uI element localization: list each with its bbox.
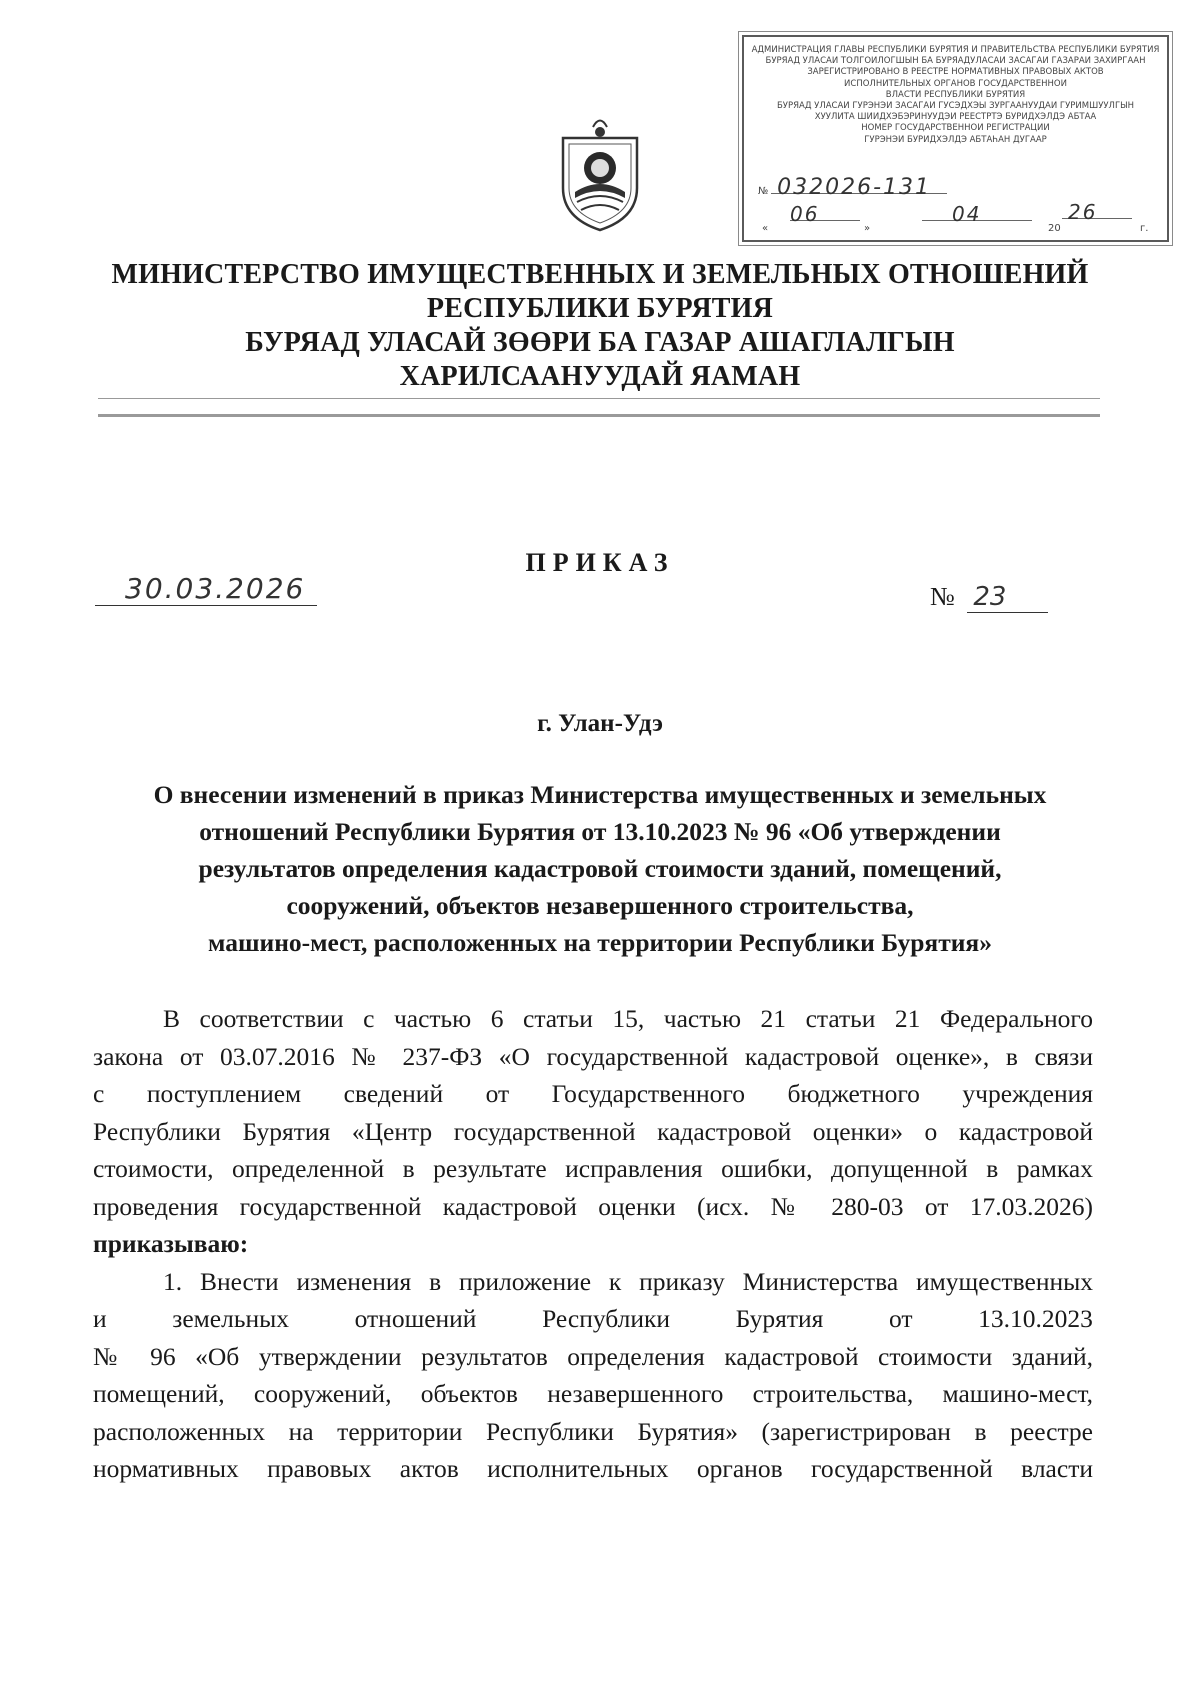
stamp-line: ГУРЭНЭЙ БУРИДХЭЛДЭ АБТАҺАН ДУГААР [864, 134, 1047, 145]
order-directive: приказываю: [93, 1229, 249, 1258]
body-line: расположенных на территории Республики Бурятия» (зарегистрирован в реестре [93, 1416, 1093, 1446]
subject-line: отношений Республики Бурятия от 13.10.2023 № 96 «Об утверждении [199, 817, 1001, 846]
order-body [93, 1000, 1093, 1488]
stamp-registration-number: 032026-131 [771, 182, 947, 194]
stamp-registration-row [758, 175, 947, 200]
header-divider-thin [98, 398, 1100, 399]
body-line: В соответствии с частью 6 статьи 15, частью 21 статьи 21 Федерального [163, 1004, 1093, 1033]
stamp-year-unit: г. [1140, 223, 1149, 234]
stamp-line: ЗАРЕГИСТРИРОВАНО В РЕЕСТРЕ НОРМАТИВНЫХ ПРАВОВЫХ АКТОВ [807, 67, 1104, 78]
stamp-year: 26 [1062, 207, 1132, 219]
body-line: помещений, сооружений, объектов незавершенного строительства, машино-мест, [93, 1379, 1093, 1408]
body-word: Бурятия [735, 1304, 824, 1333]
ministry-header [60, 258, 1140, 394]
ministry-name-line: РЕСПУБЛИКИ БУРЯТИЯ [426, 293, 774, 324]
ministry-name-line: БУРЯАД УЛАСАЙ ЗӨӨРИ БА ГАЗАР АШАГЛАЛГЫН [245, 327, 955, 358]
body-line: нормативных правовых актов исполнительных органов государственной власти [93, 1454, 1093, 1483]
body-line-spread [93, 1300, 1093, 1338]
body-line: № 96 «Об утверждении результатов определения кадастровой стоимости зданий, [93, 1341, 1093, 1371]
order-date: 30.03.2026 [95, 572, 317, 606]
subject-line: машино-мест, расположенных на территории Республики Бурятия» [208, 928, 992, 957]
stamp-year-prefix: 20 [1048, 223, 1061, 234]
order-number-label: № [930, 582, 955, 611]
stamp-month: 04 [922, 209, 1032, 221]
body-line: с поступлением сведений от Государственного бюджетного учреждения [93, 1079, 1093, 1108]
body-word: Республики [542, 1304, 671, 1333]
subject-line: сооружений, объектов незавершенного строительства, [286, 891, 914, 920]
stamp-line: БУРЯАД УЛАСАЙ ТОЛГОЙЛОГШЫН БА БУРЯАДУЛАСАЙ ЗАСАГАЙ ГАЗАРАЙ ЗАХИРГААН [765, 56, 1146, 67]
stamp-number-label: № [758, 186, 769, 197]
body-word: и [93, 1304, 107, 1333]
city: г. Улан-Удэ [537, 710, 663, 737]
subject-line: результатов определения кадастровой стоимости зданий, помещений, [198, 854, 1002, 883]
body-word: 13.10.2023 [978, 1304, 1093, 1333]
stamp-quote-close: » [864, 223, 871, 234]
stamp-line: НОМЕР ГОСУДАРСТВЕННОЙ РЕГИСТРАЦИИ [861, 123, 1050, 134]
document-type-title: ПРИКАЗ [525, 548, 675, 577]
header-divider-thick [98, 414, 1100, 417]
body-line: закона от 03.07.2016 № 237-ФЗ «О государственной кадастровой оценке», в связи [93, 1041, 1093, 1071]
subject-line: О внесении изменений в приказ Министерства имущественных и земельных [153, 780, 1047, 809]
order-number-row [930, 582, 1048, 613]
order-number: 23 [967, 582, 1048, 613]
stamp-day: 06 [790, 209, 860, 221]
coat-of-arms-emblem [555, 110, 645, 235]
stamp-quote-open: « [762, 223, 769, 234]
body-word: от [889, 1304, 913, 1333]
body-line: 1. Внести изменения в приложение к приказу Министерства имущественных [163, 1266, 1093, 1296]
stamp-line: БУРЯАД УЛАСАЙ ГУРЭНЭЙ ЗАСАГАЙ ГУСЭДХЭЫ ЗУРГААНУУДАЙ ГУРИМШУУЛГЫН [776, 101, 1135, 112]
body-word: отношений [354, 1304, 477, 1333]
stamp-line: ИСПОЛНИТЕЛЬНЫХ ОРГАНОВ ГОСУДАРСТВЕННОЙ [844, 78, 1067, 89]
registration-stamp [742, 35, 1169, 242]
stamp-line: ХУУЛИТА ШИИДХЭБЭРИНУУДЭЙ РЕЕСТРТЭ БУРИДХЭЛДЭ АБТАА [814, 112, 1097, 123]
body-line: Республики Бурятия «Центр государственной кадастровой оценки» о кадастровой [93, 1116, 1093, 1146]
stamp-line: АДМИНИСТРАЦИЯ ГЛАВЫ РЕСПУБЛИКИ БУРЯТИЯ И ПРАВИТЕЛЬСТВА РЕСПУБЛИКИ БУРЯТИЯ [751, 45, 1160, 55]
ministry-name-line: ХАРИЛСААНУУДАЙ ЯАМАН [399, 361, 801, 392]
body-word: земельных [172, 1304, 289, 1333]
body-line: проведения государственной кадастровой оценки (исх. № 280-03 от 17.03.2026) [93, 1191, 1093, 1221]
body-line: стоимости, определенной в результате исправления ошибки, допущенной в рамках [93, 1154, 1093, 1183]
order-subject [80, 776, 1120, 961]
stamp-line: ВЛАСТИ РЕСПУБЛИКИ БУРЯТИЯ [885, 89, 1026, 100]
ministry-name-line: МИНИСТЕРСТВО ИМУЩЕСТВЕННЫХ И ЗЕМЕЛЬНЫХ ОТНОШЕНИЙ [111, 259, 1089, 290]
